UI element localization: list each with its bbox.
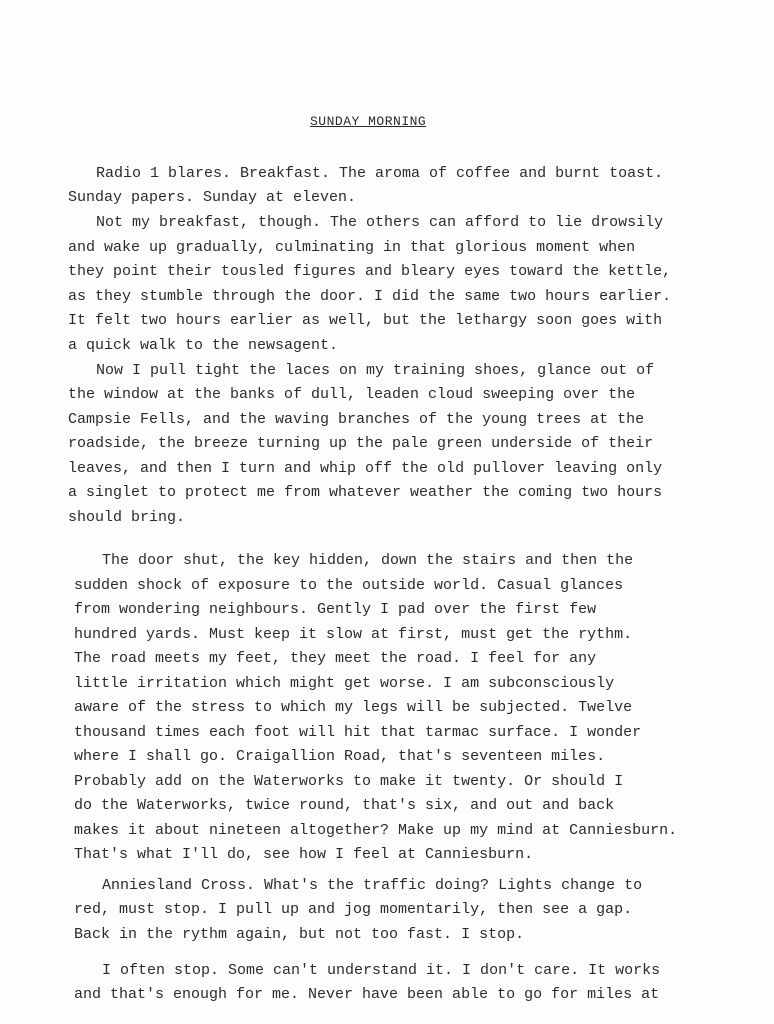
- text-line: they point their tousled figures and bleary eyes toward the kettle,: [68, 263, 672, 280]
- text-line: as they stumble through the door. I did the same two hours earlier.: [68, 288, 672, 305]
- text-line: Now I pull tight the laces on my training shoes, glance out of: [96, 362, 655, 379]
- text-line: Back in the rythm again, but not too fast. I stop.: [74, 926, 525, 943]
- text-line: Probably add on the Waterworks to make it twenty. Or should I: [74, 773, 624, 790]
- text-line: hundred yards. Must keep it slow at first, must get the rythm.: [74, 626, 633, 643]
- text-line: a singlet to protect me from whatever weather the coming two hours: [68, 484, 663, 501]
- text-line: and wake up gradually, culminating in that glorious moment when: [68, 239, 636, 256]
- text-line: Anniesland Cross. What's the traffic doing? Lights change to: [102, 877, 643, 894]
- text-line: makes it about nineteen altogether? Make up my mind at Canniesburn.: [74, 822, 678, 839]
- text-line: The road meets my feet, they meet the road. I feel for any: [74, 650, 597, 667]
- text-line: leaves, and then I turn and whip off the old pullover leaving only: [68, 460, 663, 477]
- text-line: Campsie Fells, and the waving branches of the young trees at the: [68, 411, 645, 428]
- text-line: little irritation which might get worse. I am subconsciously: [74, 675, 615, 692]
- text-line: and that's enough for me. Never have been able to go for miles at: [74, 986, 660, 1003]
- text-line: the window at the banks of dull, leaden cloud sweeping over the: [68, 386, 636, 403]
- text-line: thousand times each foot will hit that tarmac surface. I wonder: [74, 724, 642, 741]
- text-line: roadside, the breeze turning up the pale green underside of their: [68, 435, 654, 452]
- text-line: from wondering neighbours. Gently I pad over the first few: [74, 601, 597, 618]
- text-line: The door shut, the key hidden, down the stairs and then the: [102, 552, 634, 569]
- text-line: do the Waterworks, twice round, that's six, and out and back: [74, 797, 615, 814]
- text-line: aware of the stress to which my legs will be subjected. Twelve: [74, 699, 633, 716]
- page-title: SUNDAY MORNING: [310, 114, 427, 129]
- text-line: I often stop. Some can't understand it. I don't care. It works: [102, 962, 661, 979]
- text-line: Radio 1 blares. Breakfast. The aroma of coffee and burnt toast.: [96, 165, 664, 182]
- text-line: sudden shock of exposure to the outside world. Casual glances: [74, 577, 624, 594]
- text-line: Sunday papers. Sunday at eleven.: [68, 189, 357, 206]
- text-line: a quick walk to the newsagent.: [68, 337, 339, 354]
- text-line: red, must stop. I pull up and jog momentarily, then see a gap.: [74, 901, 633, 918]
- text-line: It felt two hours earlier as well, but the lethargy soon goes with: [68, 312, 663, 329]
- text-line: That's what I'll do, see how I feel at Canniesburn.: [74, 846, 534, 863]
- text-line: should bring.: [68, 509, 186, 526]
- text-line: Not my breakfast, though. The others can afford to lie drowsily: [96, 214, 664, 231]
- text-line: where I shall go. Craigallion Road, that's seventeen miles.: [74, 748, 606, 765]
